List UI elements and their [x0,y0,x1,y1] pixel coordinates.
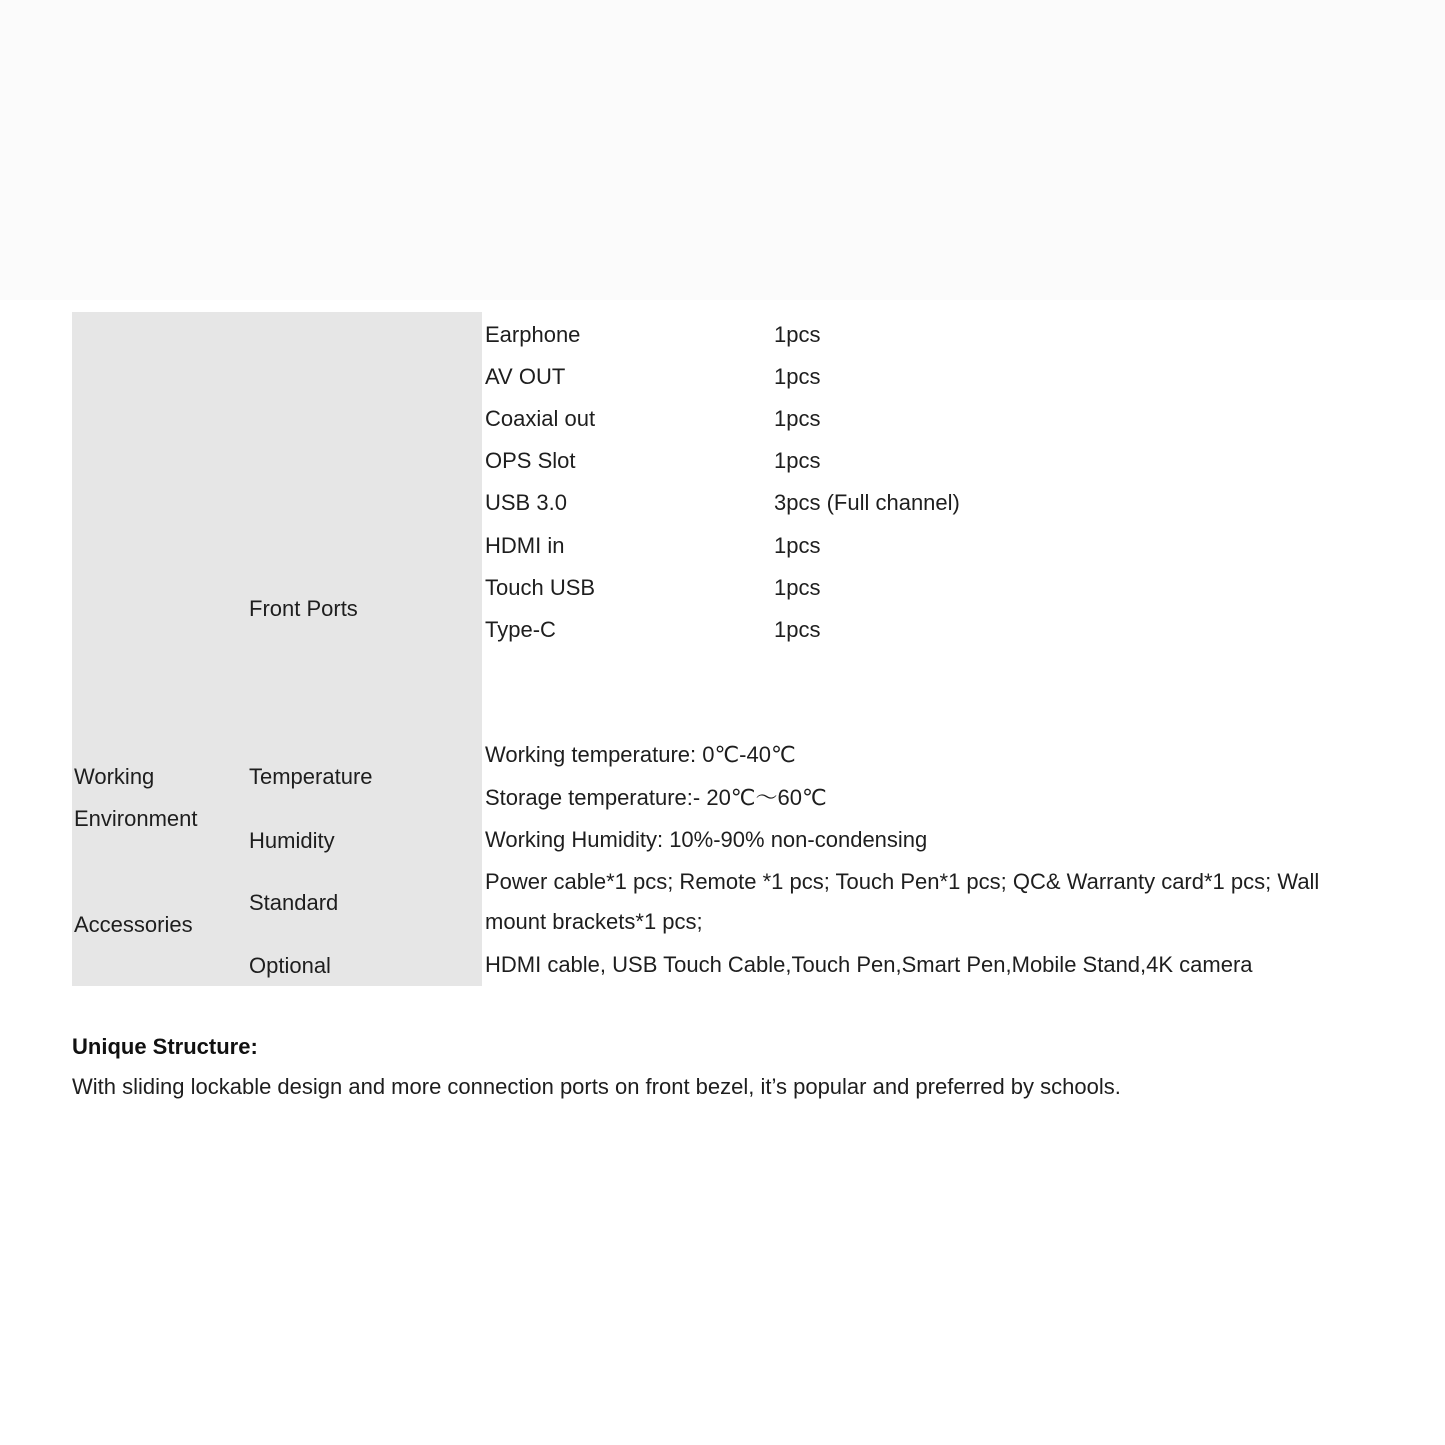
port-name: USB 3.0 [485,490,567,515]
port-name: Coaxial out [485,406,596,431]
standard-accessories-line2: mount brackets*1 pcs; [485,909,703,934]
label-column-background [72,312,482,986]
port-qty: 1pcs [774,533,821,558]
port-qty: 3pcs (Full channel) [774,490,960,515]
port-qty: 1pcs [774,322,821,347]
subgroup-temperature: Temperature [249,764,373,789]
spec-table [72,312,1445,986]
top-blank-band [0,0,1445,300]
humidity-value: Working Humidity: 10%-90% non-condensing [485,827,928,852]
subgroup-standard: Standard [249,890,339,915]
port-name: Touch USB [485,575,596,600]
optional-accessories-value: HDMI cable, USB Touch Cable,Touch Pen,Smart Pen,Mobile Stand,4K camera [485,952,1253,977]
port-qty: 1pcs [774,617,821,642]
working-temperature-value: Working temperature: 0℃-40℃ [485,742,796,767]
port-qty: 1pcs [774,448,821,473]
port-name: Earphone [485,322,581,347]
port-qty: 1pcs [774,364,821,389]
group-working-label-line1: Working [74,764,155,789]
port-name: OPS Slot [485,448,576,473]
port-name: AV OUT [485,364,566,389]
port-name: Type-C [485,617,556,642]
port-qty: 1pcs [774,406,821,431]
subgroup-humidity: Humidity [249,828,335,853]
port-qty: 1pcs [774,575,821,600]
section-heading: Unique Structure: [72,1034,258,1059]
port-name: HDMI in [485,533,565,558]
storage-temperature-value: Storage temperature:- 20℃～60℃ [485,785,827,810]
subgroup-optional: Optional [249,953,331,978]
section-paragraph: With sliding lockable design and more connection ports on front bezel, it’s popular and preferred by schools. [72,1074,1121,1099]
group-accessories-label: Accessories [74,912,193,937]
subgroup-front-ports: Front Ports [249,596,358,621]
standard-accessories-line1: Power cable*1 pcs; Remote *1 pcs; Touch Pen*1 pcs; QC& Warranty card*1 pcs; Wall [485,869,1320,894]
group-working-label-line2: Environment [74,806,198,831]
